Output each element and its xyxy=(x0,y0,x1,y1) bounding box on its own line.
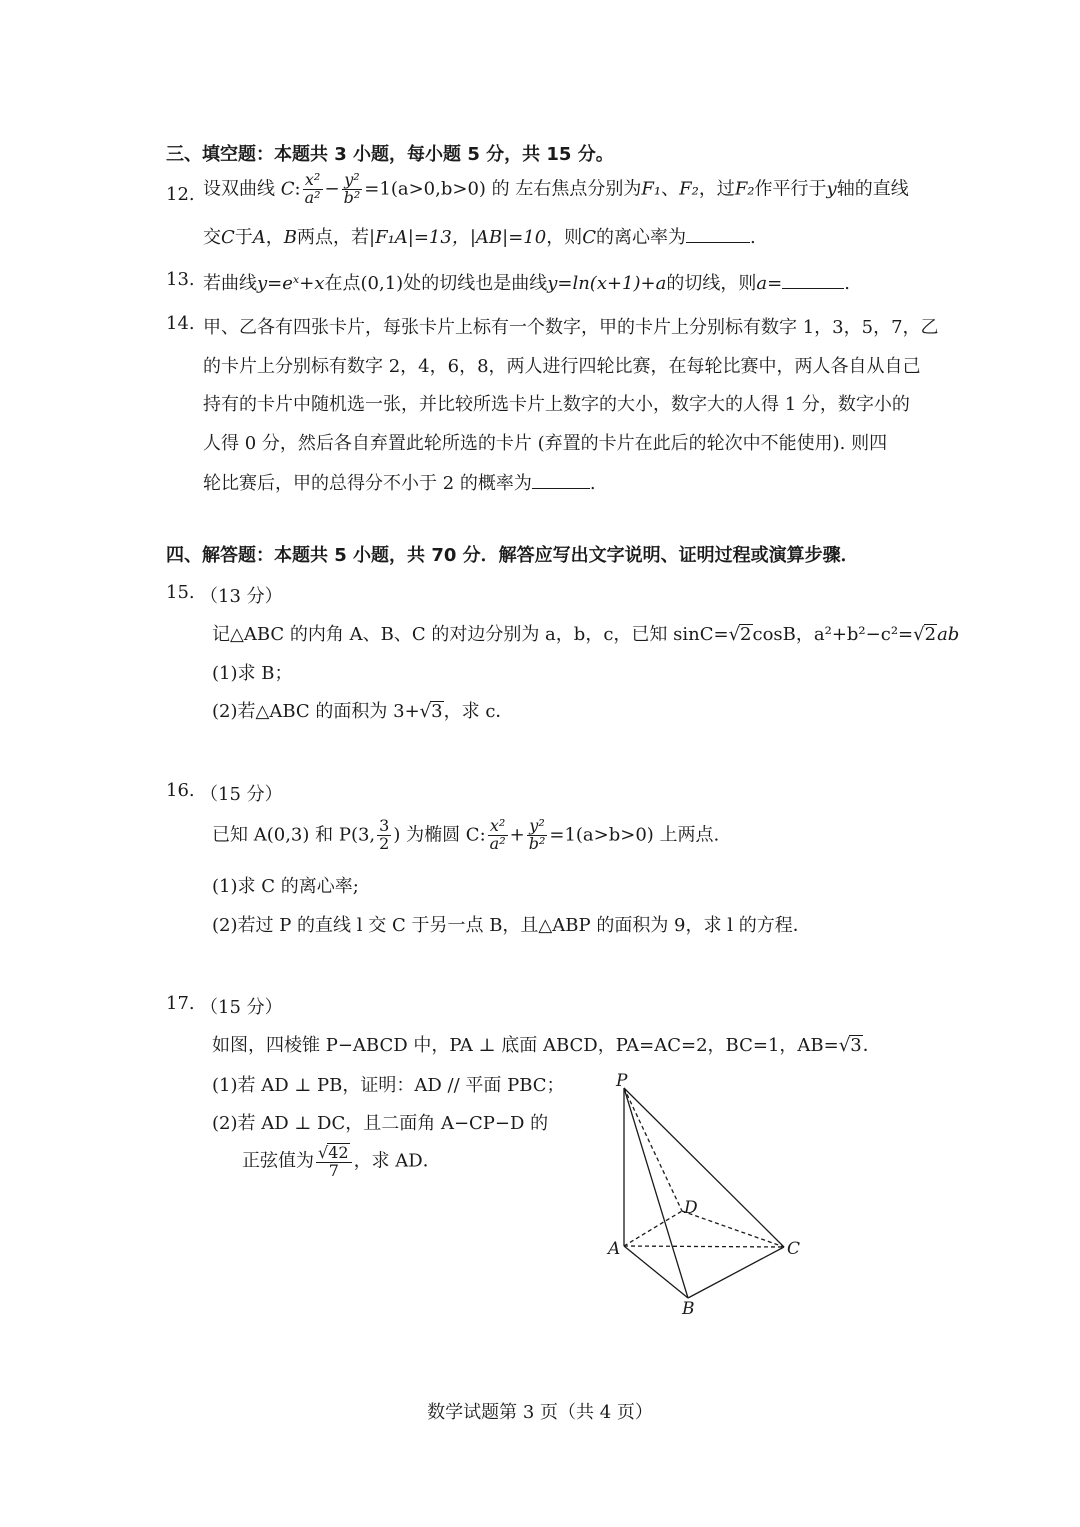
edge-AD xyxy=(624,1211,682,1246)
q16-frac-3-2: $\frac{3}{2}$ xyxy=(379,816,390,853)
q15-score: （13 分） xyxy=(200,586,283,607)
page-footer: 数学试题第 3 页（共 4 页） xyxy=(427,1402,653,1423)
q12-number: 12. xyxy=(166,184,195,205)
q17-part-2-cont: 正弦值为 $\frac{√42}{7}$ ，求 AD． xyxy=(242,1143,441,1180)
q13-line: 若曲线y=eˣ+x在点(0,1)处的切线也是曲线y=ln(x+1)+a的切线，则a= . xyxy=(203,273,850,294)
q15-stem: 记△ABC 的内角 A、B、C 的对边分别为 a，b，c，已知 sinC=√2cosB，a²+b²−c²=√2ab xyxy=(212,624,960,645)
q16-part-1: (1)求 C 的离心率; xyxy=(212,876,359,897)
section-4-title: 四、解答题：本题共 5 小题，共 70 分．解答应写出文字说明、证明过程或演算步骤． xyxy=(166,545,859,566)
q14-answer-blank xyxy=(532,472,590,489)
q16-part-2: (2)若过 P 的直线 l 交 C 于另一点 B，且△ABP 的面积为 9，求 l 的方程． xyxy=(212,915,811,936)
pyramid-figure xyxy=(600,1068,810,1318)
label-A: A xyxy=(608,1239,621,1259)
q15-part-2: (2)若△ABC 的面积为 3+√3，求 c． xyxy=(212,701,514,722)
q14-line-1: 甲、乙各有四张卡片，每张卡片上标有一个数字，甲的卡片上分别标有数字 1，3，5，7，乙 xyxy=(203,317,939,338)
q12-frac-x: $\frac{\text{x²}}{\text{a²}}$ xyxy=(304,170,321,207)
q17-stem: 如图，四棱锥 P−ABCD 中，PA ⊥ 底面 ABCD，PA=AC=2，BC=1，AB=√3． xyxy=(212,1035,881,1056)
q14-number: 14. xyxy=(166,313,195,334)
q16-stem: 已知 A(0,3) 和 P(3, $\frac{3}{2}$ ) 为椭圆 C: $\frac{\text{x²}}{\text{a²}}$ + $\frac{\text{y²}}{\text{b²}}$ =1(a>b>0) 上两点. xyxy=(212,816,720,853)
q12-line-1: 设双曲线 C: $\frac{\text{x²}}{\text{a²}}$ − $\frac{\text{y²}}{\text{b²}}$ =1(a>0,b>0) 的 左右焦点分别为F₁、F₂，过F₂作平行于y轴的直线 xyxy=(203,170,909,207)
label-P: P xyxy=(616,1071,628,1091)
q17-frac-sqrt42-7: $\frac{√42}{7}$ xyxy=(316,1143,352,1180)
q14-line-5: 轮比赛后，甲的总得分不小于 2 的概率为 . xyxy=(203,473,596,494)
label-D: D xyxy=(684,1198,698,1218)
q14-line-4: 人得 0 分，然后各自弃置此轮所选的卡片 (弃置的卡片在此后的轮次中不能使用). 则四 xyxy=(203,433,888,454)
label-B: B xyxy=(682,1299,695,1318)
q13-answer-blank xyxy=(782,272,844,289)
q17-part-2: (2)若 AD ⊥ DC，且二面角 A−CP−D 的 xyxy=(212,1113,549,1134)
label-C: C xyxy=(787,1239,801,1259)
edge-BC xyxy=(688,1247,784,1298)
q17-number: 17. xyxy=(166,993,195,1014)
q17-score: （15 分） xyxy=(200,997,283,1018)
edge-PD xyxy=(624,1088,682,1211)
q17-part-1: (1)若 AD ⊥ PB，证明：AD // 平面 PBC； xyxy=(212,1075,565,1096)
q13-number: 13. xyxy=(166,269,195,290)
q12-frac-y: $\frac{\text{y²}}{\text{b²}}$ xyxy=(343,170,361,207)
q15-number: 15. xyxy=(166,582,195,603)
q16-score: （15 分） xyxy=(200,784,283,805)
q16-number: 16. xyxy=(166,780,195,801)
q12-line-2: 交C于A，B两点，若|F₁A|=13，|AB|=10，则C的离心率为 . xyxy=(203,227,756,248)
edge-AB xyxy=(624,1246,688,1298)
q14-line-3: 持有的卡片中随机选一张，并比较所选卡片上数字的大小，数字大的人得 1 分，数字小的 xyxy=(203,394,910,415)
q16-frac-x: $\frac{\text{x²}}{\text{a²}}$ xyxy=(489,816,506,853)
q15-part-1: (1)求 B； xyxy=(212,663,293,684)
section-3-title: 三、填空题：本题共 3 小题，每小题 5 分，共 15 分。 xyxy=(166,144,614,165)
q16-frac-y: $\frac{\text{y²}}{\text{b²}}$ xyxy=(528,816,546,853)
q12-answer-blank xyxy=(686,226,750,243)
q14-line-2: 的卡片上分别标有数字 2，4，6，8，两人进行四轮比赛，在每轮比赛中，两人各自从自己 xyxy=(203,356,921,377)
edge-AC xyxy=(624,1246,784,1247)
